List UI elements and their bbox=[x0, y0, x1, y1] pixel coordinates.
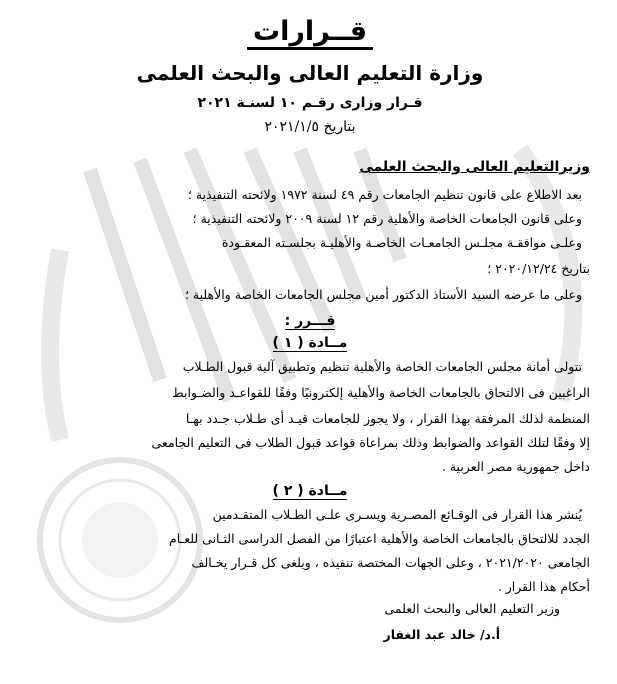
decree-number: قـرار وزارى رقـم ١٠ لسنـة ٢٠٢١ bbox=[197, 95, 423, 111]
article-1-heading: مــادة ( ١ ) bbox=[272, 335, 348, 351]
article-1-line: تتولى أمانة مجلس الجامعات الخاصة والأهلية تنظيم وتطبيق آلية قبول الطـلاب bbox=[182, 359, 582, 374]
preamble-line: بعد الاطلاع على قانون تنظيم الجامعات رقم ٤٩ لسنة ١٩٧٢ ولائحته التنفيذية ؛ bbox=[187, 187, 582, 202]
ministry-name: وزارة التعليم العالى والبحث العلمى bbox=[136, 61, 484, 85]
decree-date: بتاريخ ٢٠٢١/١/٥ bbox=[264, 119, 356, 135]
article-2-line: الجامعى ٢٠٢١/٢٠٢٠ ، وعلى الجهات المختصة تنفيذه ، ويلغى كل قـرار يخـالف bbox=[191, 555, 590, 570]
article-1-line: إلا وفقًا لتلك القواعد والضوابط وذلك بمراعاة قواعد قبول الطلاب فى التعليم الجامعى bbox=[151, 435, 590, 450]
preamble-line: وعلى قانون الجامعات الخاصة والأهلية رقم ١٢ لسنة ٢٠٠٩ ولائحته التنفيذية ؛ bbox=[192, 211, 582, 226]
preamble-line: وعلى ما عرضه السيد الأستاذ الدكتور أمين مجلس الجامعات الخاصة والأهلية ؛ bbox=[184, 287, 582, 302]
decided-heading: قـــرر : bbox=[284, 313, 336, 329]
minister-heading: وزيرالتعليم العالى والبحث العلمى bbox=[359, 159, 590, 175]
article-2-line: أحكام هذا القرار . bbox=[497, 579, 590, 594]
article-1-line: داخل جمهورية مصر العربية . bbox=[441, 459, 590, 474]
article-2-line: الجدد للالتحاق بالجامعات الخاصة والأهلية اعتبارًا من الفصل الدراسى الثـانى للعـام bbox=[169, 531, 590, 546]
signatory-title: وزير التعليم العالى والبحث العلمى bbox=[384, 601, 560, 616]
preamble-line: وعلـى موافقـة مجلـس الجامعـات الخاصـة والأهليـة بجلسـته المعقـودة bbox=[221, 235, 582, 250]
article-1-line: الراغبين فى الالتحاق بالجامعات الخاصة والأهلية إلكترونيًا وفقًا للقواعـد والضـوابط bbox=[172, 385, 590, 400]
article-1-line: المنظمة لذلك المرفقة بهذا القرار ، ولا يجوز للجامعات قيـد أى طـلاب جـدد بهـا bbox=[185, 411, 590, 426]
article-2-heading: مــادة ( ٢ ) bbox=[272, 483, 348, 499]
signatory-name: أ.د/ خالد عبد الغفار bbox=[383, 627, 500, 642]
article-2-line: يُنشر هذا القرار فى الوقـائع المصـرية ويسـرى علـى الطـلاب المتقـدمين bbox=[212, 507, 582, 522]
page-title: قــرارات bbox=[30, 14, 590, 50]
preamble-line: بتاريخ ٢٠٢٠/١٢/٢٤ ؛ bbox=[487, 261, 590, 276]
